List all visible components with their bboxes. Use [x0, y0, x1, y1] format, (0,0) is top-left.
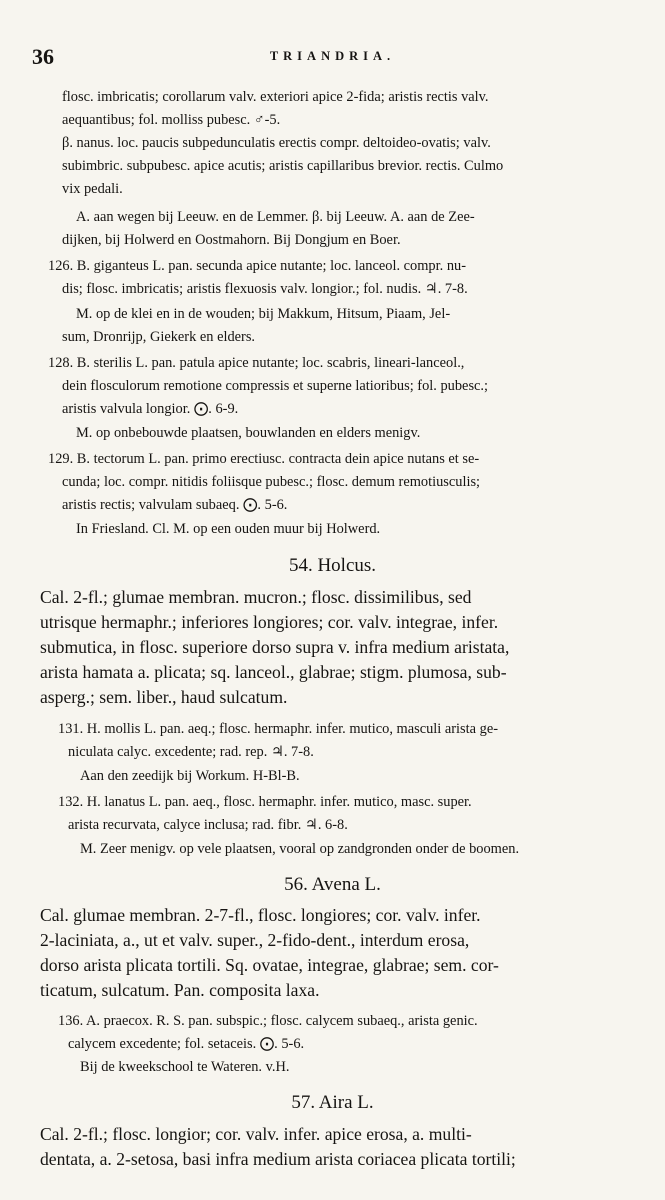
text-line: dis; flosc. imbricatis; aristis flexuosis valv. longior.; fol. nudis. ♃. 7-8.	[62, 281, 468, 297]
text-line: 132. H. lanatus L. pan. aeq., flosc. hermaphr. infer. mutico, masc. super.	[58, 794, 472, 810]
text-line: β. nanus. loc. paucis subpedunculatis erectis compr. deltoideo-ovatis; valv.	[62, 135, 491, 151]
text-line: sum, Dronrijp, Giekerk en elders.	[62, 329, 256, 345]
text-line: calycem excedente; fol. setaceis. ⨀. 5-6.	[68, 1036, 305, 1052]
text-line: 136. A. praecox. R. S. pan. subspic.; flosc. calycem subaeq., arista genic.	[58, 1013, 478, 1029]
text-line: Cal. 2-fl.; flosc. longior; cor. valv. infer. apice erosa, a. multi-	[40, 1124, 472, 1144]
text-line: M. op de klei en in de wouden; bij Makkum, Hitsum, Piaam, Jel-	[76, 306, 451, 322]
text-line: dein flosculorum remotione compressis et superne latioribus; fol. pubesc.;	[62, 378, 489, 394]
text-line: subimbric. subpubesc. apice acutis; aristis capillaribus brevior. rectis. Culmo	[62, 158, 504, 174]
text-line: aequantibus; fol. molliss pubesc. ♂-5.	[62, 112, 281, 128]
text-line: M. op onbebouwde plaatsen, bouwlanden en elders menigv.	[76, 425, 421, 441]
section-heading: 54. Holcus.	[288, 555, 377, 576]
text-line: submutica, in flosc. superiore dorso supra v. infra medium aristata,	[40, 637, 510, 657]
text-line: aristis valvula longior. ⨀. 6-9.	[62, 401, 239, 417]
text-line: 129. B. tectorum L. pan. primo erectiusc. contracta dein apice nutans et se-	[48, 451, 480, 467]
text-line: ticatum, sulcatum. Pan. composita laxa.	[40, 980, 320, 1000]
running-head: TRIANDRIA.	[269, 49, 396, 63]
text-line: arista recurvata, calyce inclusa; rad. fibr. ♃. 6-8.	[68, 817, 348, 833]
text-line: niculata calyc. excedente; rad. rep. ♃. 7-8.	[68, 744, 314, 760]
text-line: Aan den zeedijk bij Workum. H-Bl-B.	[80, 768, 300, 784]
text-line: cunda; loc. compr. nitidis foliisque pubesc.; flosc. demum remotiusculis;	[62, 474, 481, 490]
page-number: 36	[32, 44, 54, 69]
text-line: dentata, a. 2-setosa, basi infra medium arista coriacea plicata tortili;	[40, 1149, 516, 1169]
text-line: In Friesland. Cl. M. op een ouden muur bij Holwerd.	[76, 521, 381, 537]
text-line: 2-laciniata, a., ut et valv. super., 2-fido-dent., interdum erosa,	[40, 930, 470, 950]
text-line: Bij de kweekschool te Wateren. v.H.	[80, 1059, 290, 1075]
text-line: arista hamata a. plicata; sq. lanceol., glabrae; stigm. plumosa, sub-	[40, 662, 507, 682]
text-line: dorso arista plicata tortili. Sq. ovatae, integrae, glabrae; sem. cor-	[40, 955, 499, 975]
text-line: flosc. imbricatis; corollarum valv. exteriori apice 2-fida; aristis rectis valv.	[62, 89, 489, 105]
text-line: A. aan wegen bij Leeuw. en de Lemmer. β. bij Leeuw. A. aan de Zee-	[76, 209, 475, 225]
section-heading: 56. Avena L.	[284, 874, 381, 895]
text-line: Cal. 2-fl.; glumae membran. mucron.; flosc. dissimilibus, sed	[40, 587, 472, 607]
text-line: M. Zeer menigv. op vele plaatsen, vooral op zandgronden onder de boomen.	[80, 841, 520, 857]
text-line: dijken, bij Holwerd en Oostmahorn. Bij Dongjum en Boer.	[62, 232, 401, 248]
section-heading: 57. Aira L.	[291, 1092, 374, 1113]
text-line: 128. B. sterilis L. pan. patula apice nutante; loc. scabris, lineari-lanceol.,	[48, 355, 465, 371]
text-line: Cal. glumae membran. 2-7-fl., flosc. longiores; cor. valv. infer.	[40, 905, 481, 925]
text-line: asperg.; sem. liber., haud sulcatum.	[40, 687, 288, 707]
text-line: utrisque hermaphr.; inferiores longiores; cor. valv. integrae, infer.	[40, 612, 499, 632]
text-line: vix pedali.	[62, 181, 123, 197]
text-line: 126. B. giganteus L. pan. secunda apice nutante; loc. lanceol. compr. nu-	[48, 258, 467, 274]
text-line: aristis rectis; valvulam subaeq. ⨀. 5-6.	[62, 497, 288, 513]
text-line: 131. H. mollis L. pan. aeq.; flosc. hermaphr. infer. mutico, masculi arista ge-	[58, 721, 499, 737]
